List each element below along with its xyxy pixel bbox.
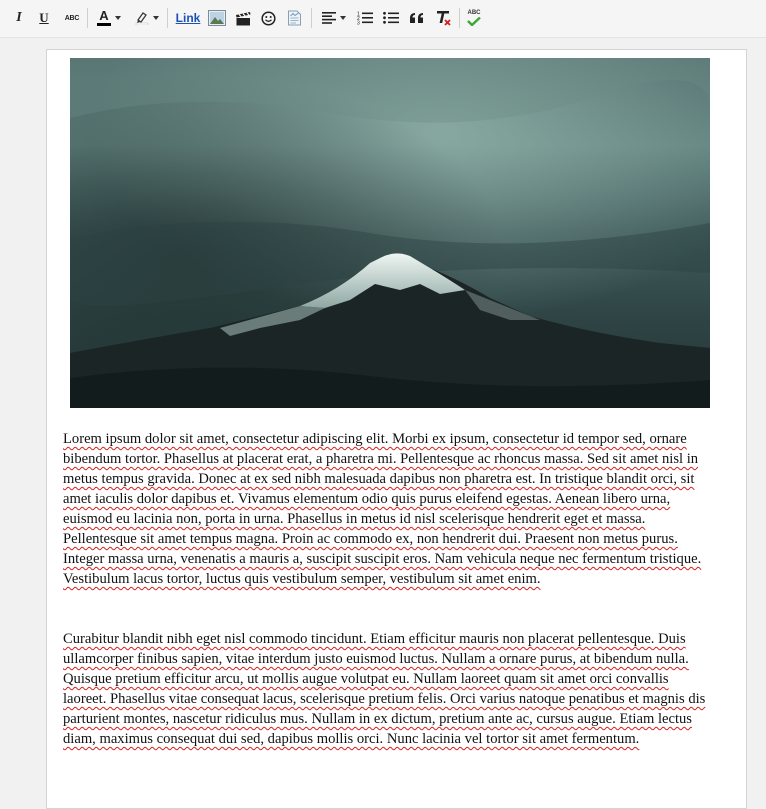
chevron-down-icon	[340, 16, 346, 20]
italic-icon: I	[16, 10, 22, 25]
link-label: Link	[175, 11, 201, 25]
paragraph[interactable]: Curabitur blandit nibh eget nisl commodo tincidunt. Etiam efficitur mauris non placerat pellentesque. Duis ullamcorper finibus sapien, vitae interdum justo euismod luctus. Nullam a ornare purus, at bibendum nulla. Quisque pretium efficitur arcu, ut mollis augue volutpat eu. Nullam laoreet quam sit amet orci convallis laoreet. Phasellus vitae consequat lacus, scelerisque pretium felis. Orci varius natoque penatibus et magnis dis parturient montes, nascetur ridiculus mus. Nullam in ex dictum, pretium ante ac, cursus augue. Etiam lectus diam, maximus consequat dui sed, dapibus mollis orci. Nunc lacinia vel tortor sit amet fermentum.	[63, 631, 706, 747]
spellcheck-button[interactable]	[465, 7, 483, 29]
bulleted-list-icon	[383, 11, 399, 25]
formatting-toolbar	[0, 0, 766, 38]
svg-text:3: 3	[357, 20, 360, 25]
mountain-photo[interactable]	[70, 58, 710, 408]
underline-icon: U	[39, 10, 49, 25]
clear-formatting-button[interactable]	[434, 7, 452, 29]
quote-button[interactable]	[408, 7, 426, 29]
toolbar-separator	[311, 8, 312, 28]
link-button[interactable]	[175, 7, 201, 29]
insert-image-button[interactable]	[207, 7, 227, 29]
insert-emoji-button[interactable]	[259, 7, 277, 29]
insert-video-button[interactable]	[234, 7, 252, 29]
video-icon	[235, 11, 251, 26]
underline-button[interactable]	[37, 7, 51, 29]
spellcheck-icon: ABC	[467, 10, 481, 26]
clear-formatting-icon	[436, 10, 451, 26]
toolbar-separator	[87, 8, 88, 28]
paragraph[interactable]: Lorem ipsum dolor sit amet, consectetur adipiscing elit. Morbi ex ipsum, consectetur id tempor sed, ornare bibendum tortor. Phasellus at placerat erat, a pharetra mi. Pellentesque ac rhoncus massa. Sed sit amet nisl in metus tempus gravida. Donec at ex sed nibh malesuada dapibus non pharetra est. In tristique blandit orci, sit amet iaculis dolor dapibus et. Vivamus elementum odio quis purus eleifend egestas. Aenean libero urna, euismod eu lacinia non, porta in urna. Phasellus in metus id nisl scelerisque hendrerit eget et massa. Pellentesque sit amet tempus magna. Proin ac commodo ex, non hendrerit dui. Praesent non metus purus. Integer massa urna, venenatis a mauris a, suscipit suscipit eros. Nam vehicula neque nec fermentum tristique. Vestibulum lacus tortor, luctus quis vestibulum semper, vestibulum sit amet enim.	[63, 431, 702, 587]
toolbar-separator	[167, 8, 168, 28]
bulleted-list-button[interactable]	[382, 7, 400, 29]
align-icon	[322, 12, 336, 24]
text-color-icon: A	[97, 10, 111, 26]
editor-content-area[interactable]	[46, 49, 747, 809]
svg-text:2: 2	[357, 16, 360, 22]
numbered-list-icon	[357, 11, 373, 25]
text-color-button[interactable]	[94, 7, 124, 29]
strikethrough-icon: ABC	[64, 14, 80, 22]
toolbar-separator	[459, 8, 460, 28]
quote-icon	[410, 13, 424, 23]
svg-text:1: 1	[357, 11, 360, 18]
emoji-icon	[261, 11, 276, 26]
italic-button[interactable]	[12, 7, 26, 29]
highlight-color-button[interactable]	[132, 7, 162, 29]
align-button[interactable]	[318, 7, 350, 29]
chevron-down-icon	[115, 16, 121, 20]
text-color-swatch	[97, 23, 111, 26]
insert-attachment-button[interactable]	[285, 7, 303, 29]
highlight-color-icon	[135, 11, 149, 25]
strikethrough-button[interactable]	[62, 7, 82, 29]
image-icon	[208, 10, 226, 26]
numbered-list-button[interactable]	[356, 7, 374, 29]
chevron-down-icon	[153, 16, 159, 20]
attachment-icon	[287, 10, 302, 26]
